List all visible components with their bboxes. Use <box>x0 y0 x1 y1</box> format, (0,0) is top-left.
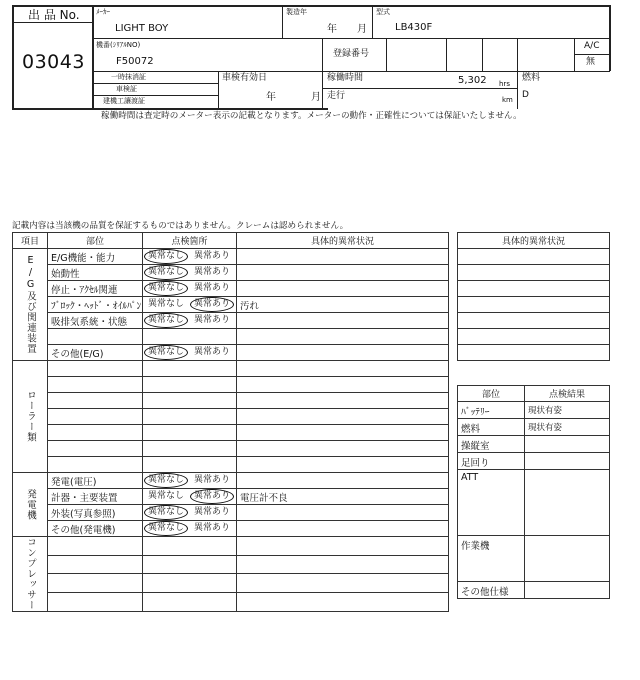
selected-oval-mark <box>144 521 188 536</box>
table-row <box>458 536 610 582</box>
detail-cell <box>237 457 449 473</box>
manufacture-year-unit: 年 <box>327 24 337 35</box>
table-row <box>13 537 449 556</box>
table-row <box>13 361 449 377</box>
detail-cell <box>237 555 449 574</box>
table-row <box>13 329 449 345</box>
table-row <box>458 265 610 281</box>
part-cell: 計器・主要装置 <box>48 489 143 505</box>
part-cell: E/G機能・能力 <box>48 249 143 265</box>
table-row <box>13 409 449 425</box>
check-cell <box>143 457 237 473</box>
detail-cell <box>237 345 449 361</box>
table-row <box>13 521 449 537</box>
part-cell <box>48 441 143 457</box>
detail-cell <box>237 425 449 441</box>
part-cell: 停止・ｱｸｾﾙ関連 <box>48 281 143 297</box>
detail-cell <box>237 265 449 281</box>
detail-cell <box>237 592 449 611</box>
part-cell: その他(発電機) <box>48 521 143 537</box>
result-part-cell: その他仕様 <box>458 582 525 599</box>
manufacture-year-label: 製造年 <box>286 8 307 16</box>
check-cell <box>143 555 237 574</box>
table-row <box>458 453 610 470</box>
detail-cell <box>458 265 610 281</box>
normal-option: 異常なし <box>148 475 185 485</box>
table-row <box>13 393 449 409</box>
abnormal-option: 異常あり <box>194 251 231 261</box>
part-cell: 外装(写真参照) <box>48 505 143 521</box>
table-row <box>458 582 610 599</box>
result-value-cell <box>525 453 610 470</box>
table-row <box>458 281 610 297</box>
table-row <box>458 249 610 265</box>
category-label: ローラー類 <box>25 390 36 443</box>
table-row <box>13 265 449 281</box>
lot-no-label: 出 品 No. <box>28 8 80 22</box>
normal-option: 異常なし <box>148 299 185 309</box>
normal-option: 異常なし <box>148 267 185 277</box>
table-row <box>458 436 610 453</box>
selected-oval-mark <box>190 489 234 504</box>
table-row <box>458 329 610 345</box>
check-cell <box>143 249 237 265</box>
hours-unit: hrs <box>499 80 510 88</box>
abnormal-option: 異常あり <box>194 283 231 293</box>
check-cell <box>143 537 237 556</box>
lot-no: 03043 <box>22 51 85 73</box>
registration-label: 登録番号 <box>333 49 370 59</box>
category-label: E/G及び関連装置 <box>25 255 36 354</box>
inspection-table-body <box>13 249 449 612</box>
fuel-value: D <box>522 90 529 100</box>
inspection-expiry-month-unit: 月 <box>311 92 321 103</box>
detail-cell <box>237 409 449 425</box>
selected-oval-mark <box>144 281 188 296</box>
check-cell <box>143 281 237 297</box>
inspection-expiry-year-unit: 年 <box>266 92 276 103</box>
check-cell <box>143 574 237 593</box>
detail-cell <box>237 313 449 329</box>
result-value-cell <box>525 436 610 453</box>
result-header-part: 部位 <box>458 386 525 402</box>
abnormal-option: 異常あり <box>194 299 231 309</box>
col-header-check: 点検箇所 <box>143 233 237 249</box>
category-cell <box>13 473 48 537</box>
detail-cell <box>458 281 610 297</box>
part-cell: 発電(電圧) <box>48 473 143 489</box>
abnormal-option: 異常あり <box>194 523 231 533</box>
table-row <box>458 402 610 419</box>
part-cell: 始動性 <box>48 265 143 281</box>
selected-oval-mark <box>144 249 188 264</box>
col-header-detail: 具体的異常状況 <box>237 233 449 249</box>
part-cell <box>48 361 143 377</box>
part-cell <box>48 409 143 425</box>
right-result-table <box>457 385 610 599</box>
result-part-cell: ATT <box>458 470 525 536</box>
model-value: LB430F <box>395 22 433 33</box>
detail-cell <box>237 441 449 457</box>
category-cell <box>13 361 48 473</box>
col-header-part: 部位 <box>48 233 143 249</box>
table-row <box>13 505 449 521</box>
detail-cell <box>237 329 449 345</box>
part-cell <box>48 425 143 441</box>
table-row <box>13 249 449 265</box>
right-detail-table <box>457 232 610 361</box>
selected-oval-mark <box>144 473 188 488</box>
selected-oval-mark <box>144 345 188 360</box>
check-cell <box>143 345 237 361</box>
operating-hours-label: 稼働時間 <box>327 73 364 83</box>
part-cell <box>48 592 143 611</box>
part-cell <box>48 537 143 556</box>
detail-cell <box>458 345 610 361</box>
ac-label: A/C <box>584 41 600 51</box>
normal-option: 異常なし <box>148 315 185 325</box>
serial-label: 機番(ｼﾘｱﾙNO) <box>96 41 141 49</box>
right-detail-body <box>458 249 610 361</box>
table-row <box>13 313 449 329</box>
table-row <box>458 297 610 313</box>
result-part-cell: ﾊﾞｯﾃﾘｰ <box>458 402 525 419</box>
abnormal-option: 異常あり <box>194 267 231 277</box>
cert-construction: 建機工讓渡証 <box>103 97 145 105</box>
detail-cell <box>237 521 449 537</box>
table-row <box>13 377 449 393</box>
check-cell <box>143 521 237 537</box>
result-part-cell: 作業機 <box>458 536 525 582</box>
detail-cell: 電圧計不良 <box>237 489 449 505</box>
check-cell <box>143 409 237 425</box>
inspection-expiry-label: 車検有効日 <box>222 73 268 83</box>
serial-value: F50072 <box>116 56 154 67</box>
result-value-cell: 現状有姿 <box>525 419 610 436</box>
check-cell <box>143 265 237 281</box>
check-cell <box>143 313 237 329</box>
selected-oval-mark <box>144 313 188 328</box>
table-row <box>13 441 449 457</box>
detail-cell <box>237 574 449 593</box>
table-row <box>13 345 449 361</box>
detail-cell: 汚れ <box>237 297 449 313</box>
result-part-cell: 足回り <box>458 453 525 470</box>
table-row <box>13 555 449 574</box>
normal-option: 異常なし <box>148 251 185 261</box>
check-cell <box>143 361 237 377</box>
detail-cell <box>237 377 449 393</box>
maker-label: ﾒｰｶｰ <box>96 8 110 16</box>
check-cell <box>143 297 237 313</box>
abnormal-option: 異常あり <box>194 507 231 517</box>
detail-cell <box>237 281 449 297</box>
table-row <box>13 473 449 489</box>
cert-temp-export: 一時抹消証 <box>111 73 146 81</box>
part-cell <box>48 457 143 473</box>
part-cell <box>48 329 143 345</box>
check-cell <box>143 425 237 441</box>
check-cell <box>143 393 237 409</box>
table-row <box>13 574 449 593</box>
selected-oval-mark <box>144 265 188 280</box>
abnormal-option: 異常あり <box>194 475 231 485</box>
category-cell <box>13 537 48 612</box>
right-result-body <box>458 402 610 599</box>
check-cell <box>143 473 237 489</box>
hours-note: 稼働時間は査定時のメーター表示の記載となります。メーターの動作・正確性については保証いたしません。 <box>101 111 522 121</box>
normal-option: 異常なし <box>148 347 185 357</box>
normal-option: 異常なし <box>148 523 185 533</box>
detail-cell <box>458 297 610 313</box>
manufacture-month-unit: 月 <box>357 24 367 35</box>
fuel-label: 燃料 <box>522 73 541 83</box>
part-cell <box>48 574 143 593</box>
abnormal-option: 異常あり <box>194 315 231 325</box>
inspection-table <box>12 232 449 612</box>
check-cell <box>143 377 237 393</box>
right-detail-header: 具体的異常状況 <box>458 233 610 249</box>
table-row <box>13 457 449 473</box>
check-cell <box>143 505 237 521</box>
detail-cell <box>237 473 449 489</box>
model-label: 型式 <box>376 8 390 16</box>
part-cell: ﾌﾞﾛｯｸ・ﾍｯﾄﾞ・ｵｲﾙﾊﾟﾝ <box>48 297 143 313</box>
check-cell <box>143 489 237 505</box>
mileage-label: 走行 <box>327 91 346 101</box>
abnormal-option: 異常あり <box>194 347 231 357</box>
result-part-cell: 操縦室 <box>458 436 525 453</box>
part-cell: 吸排気系統・状態 <box>48 313 143 329</box>
detail-cell <box>237 393 449 409</box>
category-label: 発電機 <box>25 488 36 521</box>
table-row <box>458 313 610 329</box>
normal-option: 異常なし <box>148 491 185 501</box>
abnormal-option: 異常あり <box>194 491 231 501</box>
detail-cell <box>458 249 610 265</box>
result-part-cell: 燃料 <box>458 419 525 436</box>
part-cell <box>48 393 143 409</box>
result-value-cell <box>525 470 610 536</box>
disclaimer: 記載内容は当該機の品質を保証するものではありません。クレームは認められません。 <box>12 221 349 231</box>
normal-option: 異常なし <box>148 507 185 517</box>
cert-inspection: 車検証 <box>116 85 137 93</box>
part-cell <box>48 377 143 393</box>
detail-cell <box>237 249 449 265</box>
table-row <box>13 592 449 611</box>
ac-value: 無 <box>586 57 596 67</box>
col-header-item: 項目 <box>13 233 48 249</box>
operating-hours-value: 5,302 <box>458 75 487 86</box>
detail-cell <box>237 537 449 556</box>
table-row <box>13 297 449 313</box>
category-label: コンプレッサー <box>25 537 36 611</box>
result-value-cell <box>525 536 610 582</box>
detail-cell <box>458 329 610 345</box>
normal-option: 異常なし <box>148 283 185 293</box>
check-cell <box>143 441 237 457</box>
detail-cell <box>237 505 449 521</box>
check-cell <box>143 592 237 611</box>
result-value-cell <box>525 582 610 599</box>
selected-oval-mark <box>190 297 234 312</box>
part-cell <box>48 555 143 574</box>
result-value-cell: 現状有姿 <box>525 402 610 419</box>
table-row <box>458 345 610 361</box>
table-row <box>458 419 610 436</box>
table-row <box>13 281 449 297</box>
table-row <box>13 425 449 441</box>
km-unit: km <box>502 96 513 104</box>
part-cell: その他(E/G) <box>48 345 143 361</box>
table-row <box>13 489 449 505</box>
check-cell <box>143 329 237 345</box>
category-cell <box>13 249 48 361</box>
maker-value: LIGHT BOY <box>115 23 169 34</box>
table-row <box>458 470 610 536</box>
detail-cell <box>458 313 610 329</box>
selected-oval-mark <box>144 505 188 520</box>
result-header-result: 点検結果 <box>525 386 610 402</box>
detail-cell <box>237 361 449 377</box>
